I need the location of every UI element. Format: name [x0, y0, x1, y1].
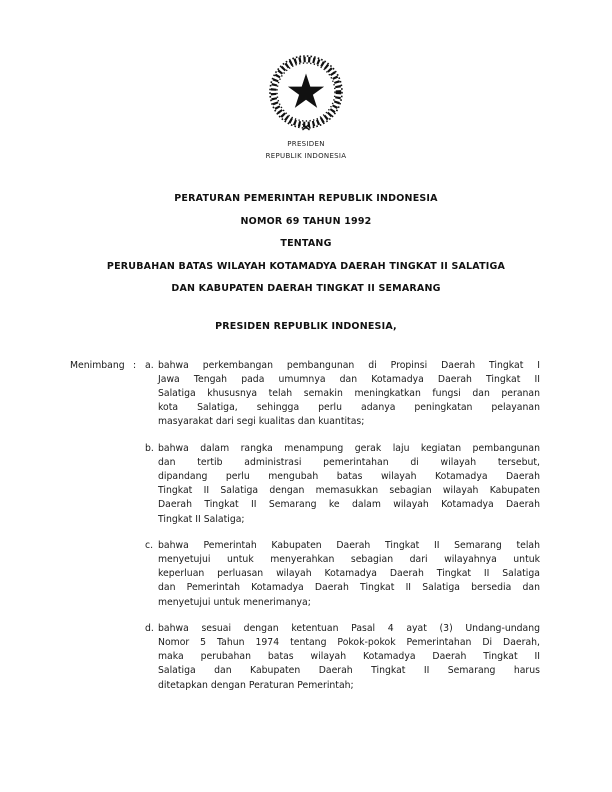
text-line: bahwa sesuai dengan ketentuan Pasal 4 ayat (3) Undang-undang: [158, 622, 540, 634]
item-text: [158, 622, 540, 693]
text-line: bahwa perkembangan pembangunan di Propinsi Daerah Tingkat I: [158, 359, 540, 371]
text-line: menyetujui untuk menyerahkan sebagian dari wilayahnya untuk: [158, 553, 540, 565]
considerations-label: Menimbang: [70, 359, 125, 371]
item-marker: c.: [145, 539, 154, 551]
item-text: [158, 359, 540, 430]
consideration-item-c: [145, 539, 540, 610]
item-marker: a.: [145, 359, 154, 371]
considerations-colon: :: [133, 359, 137, 371]
consideration-item-a: [145, 359, 540, 430]
presidential-seal-icon: [264, 55, 348, 133]
text-line: bahwa dalam rangka menampung gerak laju kegiatan pembangunan: [158, 442, 540, 454]
text-line: menyetujui untuk menerimanya;: [158, 596, 311, 608]
title-line-subject1: PERUBAHAN BATAS WILAYAH KOTAMADYA DAERAH TINGKAT II SALATIGA: [106, 260, 506, 272]
consideration-item-b: [145, 442, 540, 527]
text-line: Salatiga dan Kabupaten Daerah Tingkat II Semarang harus: [158, 665, 540, 677]
text-line: Jawa Tengah pada umumnya dan Kotamadya Daerah Tingkat II: [158, 373, 540, 385]
considerations-section: [0, 359, 612, 693]
text-line: Tingkat II Salatiga;: [158, 513, 245, 525]
text-line: maka perubahan batas wilayah Kotamadya Daerah Tingkat II: [158, 651, 540, 663]
salutation: PRESIDEN REPUBLIK INDONESIA,: [215, 320, 397, 332]
agency-name-line2: REPUBLIK INDONESIA: [265, 151, 347, 160]
text-line: kota Salatiga, sehingga perlu adanya peningkatan pelayanan: [158, 402, 540, 414]
title-line-tentang: TENTANG: [280, 238, 332, 249]
title-line-number: NOMOR 69 TAHUN 1992: [240, 215, 372, 227]
text-line: Daerah Tingkat II Semarang ke dalam wilayah Kotamadya Daerah: [158, 499, 540, 511]
text-line: dipandang perlu mengubah batas wilayah Kotamadya Daerah: [158, 470, 540, 482]
text-line: dan tertib administrasi pemerintahan di wilayah tersebut,: [158, 456, 540, 468]
consideration-item-d: [145, 622, 540, 693]
text-line: Tingkat II Salatiga dengan memasukkan sebagian wilayah Kabupaten: [158, 485, 540, 497]
considerations-list: [145, 359, 540, 693]
regulation-title: [0, 188, 612, 301]
text-line: masyarakat dari segi kualitas dan kuantitas;: [158, 416, 365, 428]
document-header: [0, 0, 612, 162]
item-marker: b.: [145, 442, 154, 454]
text-line: bahwa Pemerintah Kabupaten Daerah Tingkat II Semarang telah: [158, 539, 540, 551]
text-line: Nomor 5 Tahun 1974 tentang Pokok-pokok Pemerintahan Di Daerah,: [158, 636, 540, 648]
item-text: [158, 442, 540, 527]
text-line: keperluan perluasan wilayah Kotamadya Daerah Tingkat II Salatiga: [158, 568, 540, 580]
text-line: ditetapkan dengan Peraturan Pemerintah;: [158, 679, 354, 691]
text-line: Salatiga khususnya telah semakin meningkatkan fungsi dan peranan: [158, 387, 540, 399]
title-line-type: PERATURAN PEMERINTAH REPUBLIK INDONESIA: [174, 193, 438, 204]
text-line: dan Pemerintah Kotamadya Daerah Tingkat II Salatiga bersedia dan: [158, 582, 540, 594]
agency-name-line1: PRESIDEN: [287, 140, 325, 148]
title-line-subject2: DAN KABUPATEN DAERAH TINGKAT II SEMARANG: [171, 283, 441, 294]
item-text: [158, 539, 540, 610]
item-marker: d.: [145, 622, 154, 634]
